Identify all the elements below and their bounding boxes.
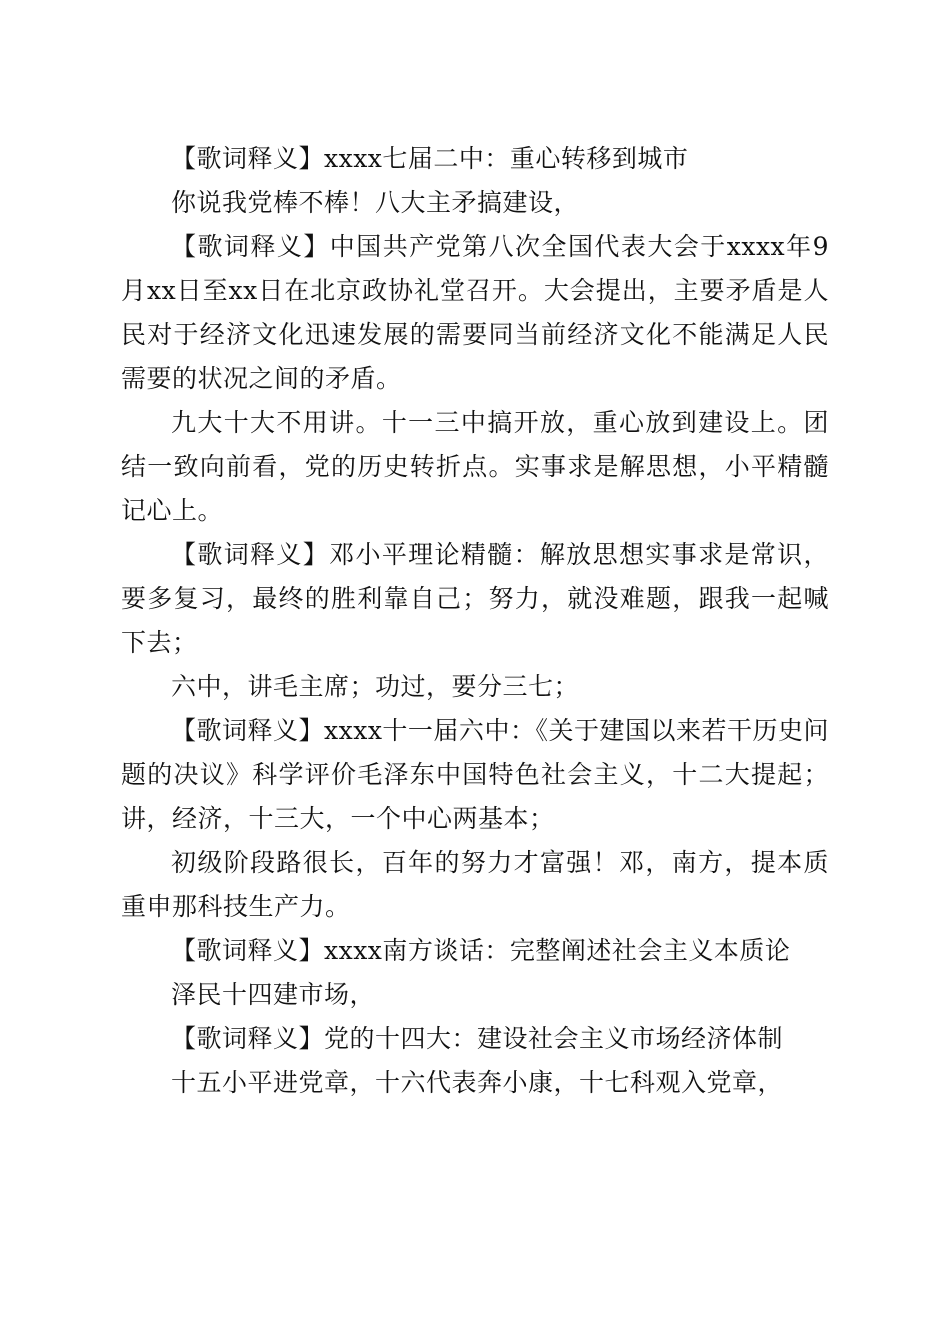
document-body bbox=[121, 137, 829, 1105]
paragraph: 【歌词释义】邓小平理论精髓：解放思想实事求是常识，要多复习，最终的胜利靠自己；努力，就没难题，跟我一起喊下去； bbox=[121, 540, 829, 657]
paragraph: 【歌词释义】中国共产党第八次全国代表大会于xxxx年9月xx日至xx日在北京政协礼堂召开。大会提出，主要矛盾是人民对于经济文化迅速发展的需要同当前经济文化不能满足人民需要的状况之间的矛盾。 bbox=[121, 232, 829, 393]
paragraph: 六中，讲毛主席；功过，要分三七； bbox=[171, 672, 580, 701]
paragraph: 【歌词释义】xxxx七届二中：重心转移到城市 bbox=[171, 144, 689, 173]
paragraph: 【歌词释义】xxxx十一届六中：《关于建国以来若干历史问题的决议》科学评价毛泽东中国特色社会主义，十二大提起；讲，经济，十三大，一个中心两基本； bbox=[121, 716, 829, 833]
paragraph: 泽民十四建市场， bbox=[171, 980, 376, 1009]
paragraph: 九大十大不用讲。十一三中搞开放，重心放到建设上。团结一致向前看，党的历史转折点。实事求是解思想，小平精髓记心上。 bbox=[121, 408, 829, 525]
paragraph: 你说我党棒不棒！八大主矛搞建设， bbox=[171, 188, 580, 217]
paragraph: 【歌词释义】党的十四大：建设社会主义市场经济体制 bbox=[171, 1024, 784, 1053]
paragraph: 【歌词释义】xxxx南方谈话：完整阐述社会主义本质论 bbox=[171, 936, 791, 965]
paragraph: 初级阶段路很长，百年的努力才富强！邓，南方，提本质重申那科技生产力。 bbox=[121, 848, 829, 921]
paragraph: 十五小平进党章，十六代表奔小康，十七科观入党章， bbox=[171, 1068, 784, 1097]
